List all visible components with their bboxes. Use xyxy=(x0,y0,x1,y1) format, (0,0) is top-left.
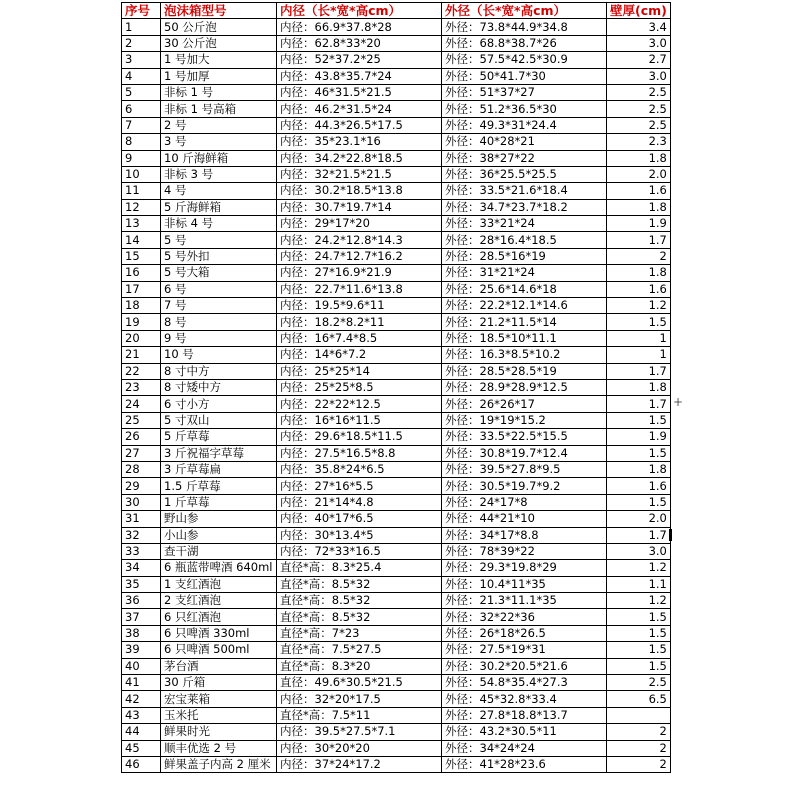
cell-model[interactable]: 非标 1 号 xyxy=(161,84,277,100)
cell-wall[interactable]: 1.8 xyxy=(607,150,671,166)
table-row xyxy=(122,625,671,641)
cell-inner[interactable]: 内径：46*31.5*21.5 xyxy=(277,84,442,100)
cell-outer[interactable]: 外径：30.2*20.5*21.6 xyxy=(442,658,607,674)
table-row xyxy=(122,281,671,297)
cell-inner[interactable]: 内径：46.2*31.5*24 xyxy=(277,101,442,117)
cell-wall[interactable]: 1.5 xyxy=(607,445,671,461)
cell-model[interactable]: 30 公斤泡 xyxy=(161,35,277,51)
cell-model[interactable]: 小山参 xyxy=(161,527,277,543)
cell-inner[interactable]: 内径：27*16.9*21.9 xyxy=(277,265,442,281)
table-row xyxy=(122,560,671,576)
cell-model[interactable]: 1.5 斤草莓 xyxy=(161,478,277,494)
cell-inner[interactable]: 内径：30*13.4*5 xyxy=(277,527,442,543)
cell-index[interactable]: 3 xyxy=(122,52,161,68)
cell-inner[interactable]: 内径：27*16*5.5 xyxy=(277,478,442,494)
cell-index[interactable]: 12 xyxy=(122,199,161,215)
cell-wall[interactable]: 1 xyxy=(607,347,671,363)
cell-model[interactable]: 6 只红酒泡 xyxy=(161,609,277,625)
table-row xyxy=(122,756,671,772)
cell-model[interactable]: 1 号加厚 xyxy=(161,68,277,84)
table-row xyxy=(122,84,671,100)
cell-inner[interactable]: 内径：14*6*7.2 xyxy=(277,347,442,363)
table-row xyxy=(122,330,671,346)
table-row xyxy=(122,248,671,264)
cell-wall[interactable]: 2.5 xyxy=(607,117,671,133)
cell-inner[interactable]: 内径：27.5*16.5*8.8 xyxy=(277,445,442,461)
cell-index[interactable]: 35 xyxy=(122,576,161,592)
cell-outer[interactable]: 外径：33.5*22.5*15.5 xyxy=(442,429,607,445)
cell-inner[interactable]: 内径：29*17*20 xyxy=(277,216,442,232)
cell-wall[interactable]: 2 xyxy=(607,724,671,740)
cell-model[interactable]: 野山参 xyxy=(161,511,277,527)
cell-wall[interactable]: 2.0 xyxy=(607,511,671,527)
table-row xyxy=(122,658,671,674)
table-row xyxy=(122,52,671,68)
table-row xyxy=(122,461,671,477)
table-row xyxy=(122,740,671,756)
cell-model[interactable]: 5 寸双山 xyxy=(161,412,277,428)
cell-outer[interactable]: 外径：34.7*23.7*18.2 xyxy=(442,199,607,215)
cell-index[interactable]: 38 xyxy=(122,625,161,641)
cell-wall[interactable]: 2.5 xyxy=(607,675,671,691)
cell-inner[interactable]: 内径：72*33*16.5 xyxy=(277,543,442,559)
cell-wall[interactable]: 2 xyxy=(607,756,671,772)
cell-wall[interactable]: 1.5 xyxy=(607,494,671,510)
cell-model[interactable]: 1 号加大 xyxy=(161,52,277,68)
cell-inner[interactable]: 直径*高：8.5*32 xyxy=(277,576,442,592)
cell-wall[interactable] xyxy=(607,707,671,723)
cell-outer[interactable]: 外径：41*28*23.6 xyxy=(442,756,607,772)
header-model[interactable]: 泡沫箱型号 xyxy=(161,3,277,19)
cell-wall[interactable]: 1.8 xyxy=(607,461,671,477)
table-row xyxy=(122,412,671,428)
table-row xyxy=(122,232,671,248)
cell-outer[interactable]: 外径：26*18*26.5 xyxy=(442,625,607,641)
cell-index[interactable]: 20 xyxy=(122,330,161,346)
cell-index[interactable]: 31 xyxy=(122,511,161,527)
cell-model[interactable]: 6 只啤酒 330ml xyxy=(161,625,277,641)
cell-model[interactable]: 6 寸小方 xyxy=(161,396,277,412)
cell-wall[interactable]: 1.6 xyxy=(607,281,671,297)
table-row xyxy=(122,543,671,559)
cell-model[interactable]: 10 斤海鲜箱 xyxy=(161,150,277,166)
cell-inner[interactable]: 内径：44.3*26.5*17.5 xyxy=(277,117,442,133)
cell-wall[interactable]: 1.9 xyxy=(607,429,671,445)
cell-inner[interactable]: 内径：16*16*11.5 xyxy=(277,412,442,428)
cell-outer[interactable]: 外径：57.5*42.5*30.9 xyxy=(442,52,607,68)
cell-inner[interactable]: 内径：32*20*17.5 xyxy=(277,691,442,707)
cell-inner[interactable]: 直径*高：8.5*32 xyxy=(277,609,442,625)
cell-index[interactable]: 17 xyxy=(122,281,161,297)
cell-inner[interactable]: 内径：24.7*12.7*16.2 xyxy=(277,248,442,264)
table-row xyxy=(122,101,671,117)
header-outer[interactable]: 外径（长*宽*高cm） xyxy=(442,3,607,19)
cell-model[interactable]: 50 公斤泡 xyxy=(161,19,277,35)
cell-model[interactable]: 5 斤海鲜箱 xyxy=(161,199,277,215)
cell-inner[interactable]: 内径：30*20*20 xyxy=(277,740,442,756)
table-row xyxy=(122,429,671,445)
cell-inner[interactable]: 内径：22.7*11.6*13.8 xyxy=(277,281,442,297)
cell-model[interactable]: 3 号 xyxy=(161,134,277,150)
table-row xyxy=(122,265,671,281)
table-row xyxy=(122,150,671,166)
resize-cursor-icon: + xyxy=(673,395,684,409)
cell-inner[interactable]: 直径：49.6*30.5*21.5 xyxy=(277,675,442,691)
cell-outer[interactable]: 外径：27.5*19*31 xyxy=(442,642,607,658)
table-row xyxy=(122,379,671,395)
cell-outer[interactable]: 外径：28*16.4*18.5 xyxy=(442,232,607,248)
cell-outer[interactable]: 外径：49.3*31*24.4 xyxy=(442,117,607,133)
cell-outer[interactable]: 外径：34*17*8.8 xyxy=(442,527,607,543)
cell-model[interactable]: 非标 3 号 xyxy=(161,166,277,182)
cell-outer[interactable]: 外径：38*27*22 xyxy=(442,150,607,166)
table-row xyxy=(122,494,671,510)
cell-outer[interactable]: 外径：24*17*8 xyxy=(442,494,607,510)
cell-outer[interactable]: 外径：21.2*11.5*14 xyxy=(442,314,607,330)
cell-inner[interactable]: 内径：22*22*12.5 xyxy=(277,396,442,412)
cell-inner[interactable]: 直径*高：7.5*27.5 xyxy=(277,642,442,658)
cell-wall[interactable]: 1.7 xyxy=(607,363,671,379)
cell-model[interactable]: 5 号外扣 xyxy=(161,248,277,264)
table-row xyxy=(122,609,671,625)
table-row xyxy=(122,216,671,232)
cell-wall[interactable]: 1.5 xyxy=(607,642,671,658)
cell-wall[interactable]: 1.2 xyxy=(607,560,671,576)
table-row xyxy=(122,199,671,215)
table-row xyxy=(122,117,671,133)
cell-inner[interactable]: 直径*高：8.3*25.4 xyxy=(277,560,442,576)
cell-model[interactable]: 5 号 xyxy=(161,232,277,248)
cell-inner[interactable]: 直径*高：8.5*32 xyxy=(277,593,442,609)
cell-wall[interactable]: 1.6 xyxy=(607,478,671,494)
cell-model[interactable]: 非标 1 号高箱 xyxy=(161,101,277,117)
cell-outer[interactable]: 外径：21.3*11.1*35 xyxy=(442,593,607,609)
table-row xyxy=(122,363,671,379)
cell-index[interactable]: 32 xyxy=(122,527,161,543)
table-row xyxy=(122,576,671,592)
cell-index[interactable]: 4 xyxy=(122,68,161,84)
cell-outer[interactable]: 外径：32*22*36 xyxy=(442,609,607,625)
cell-model[interactable]: 1 支红酒泡 xyxy=(161,576,277,592)
cell-inner[interactable]: 直径*高：7*23 xyxy=(277,625,442,641)
cell-wall[interactable]: 2.5 xyxy=(607,101,671,117)
cell-wall[interactable]: 1.5 xyxy=(607,314,671,330)
cell-wall[interactable]: 1.8 xyxy=(607,199,671,215)
table-row xyxy=(122,707,671,723)
cell-wall[interactable]: 1 xyxy=(607,330,671,346)
cell-wall[interactable]: 1.9 xyxy=(607,216,671,232)
cell-outer[interactable]: 外径：16.3*8.5*10.2 xyxy=(442,347,607,363)
cell-outer[interactable]: 外径：28.5*16*19 xyxy=(442,248,607,264)
cell-index[interactable]: 19 xyxy=(122,314,161,330)
cell-wall[interactable]: 2.3 xyxy=(607,134,671,150)
cell-model[interactable]: 3 斤祝福字草莓 xyxy=(161,445,277,461)
cell-model[interactable]: 4 号 xyxy=(161,183,277,199)
cell-wall[interactable]: 1.6 xyxy=(607,183,671,199)
table-row xyxy=(122,527,671,543)
cell-outer[interactable]: 外径：34*24*24 xyxy=(442,740,607,756)
cell-model[interactable]: 6 只啤酒 500ml xyxy=(161,642,277,658)
cell-model[interactable]: 鲜果盖子内高 2 厘米 xyxy=(161,756,277,772)
cell-outer[interactable]: 外径：43.2*30.5*11 xyxy=(442,724,607,740)
cell-model[interactable]: 9 号 xyxy=(161,330,277,346)
cell-wall[interactable]: 3.0 xyxy=(607,543,671,559)
foam-box-spec-table xyxy=(121,2,671,773)
table-row xyxy=(122,35,671,51)
cell-inner[interactable]: 内径：29.6*18.5*11.5 xyxy=(277,429,442,445)
cell-wall[interactable]: 2 xyxy=(607,248,671,264)
cell-inner[interactable]: 内径：25*25*8.5 xyxy=(277,379,442,395)
cell-model[interactable]: 玉米托 xyxy=(161,707,277,723)
table-row xyxy=(122,445,671,461)
cell-index[interactable]: 18 xyxy=(122,298,161,314)
cell-inner[interactable]: 内径：40*17*6.5 xyxy=(277,511,442,527)
cell-inner[interactable]: 内径：66.9*37.8*28 xyxy=(277,19,442,35)
cell-index[interactable]: 43 xyxy=(122,707,161,723)
cell-inner[interactable]: 内径：37*24*17.2 xyxy=(277,756,442,772)
cell-model[interactable]: 宏宝莱箱 xyxy=(161,691,277,707)
cell-outer[interactable]: 外径：10.4*11*35 xyxy=(442,576,607,592)
cell-wall[interactable]: 2 xyxy=(607,740,671,756)
table-row xyxy=(122,396,671,412)
cell-index[interactable]: 15 xyxy=(122,248,161,264)
cell-outer[interactable]: 外径：31*21*24 xyxy=(442,265,607,281)
table-row xyxy=(122,642,671,658)
cell-model[interactable]: 1 斤草莓 xyxy=(161,494,277,510)
cell-wall[interactable]: 1.2 xyxy=(607,593,671,609)
cell-index[interactable]: 6 xyxy=(122,101,161,117)
cell-model[interactable]: 6 瓶蓝带啤酒 640ml xyxy=(161,560,277,576)
cell-outer[interactable]: 外径：25.6*14.6*18 xyxy=(442,281,607,297)
cell-outer[interactable]: 外径：27.8*18.8*13.7 xyxy=(442,707,607,723)
cell-inner[interactable]: 内径：30.7*19.7*14 xyxy=(277,199,442,215)
cell-outer[interactable]: 外径：73.8*44.9*34.8 xyxy=(442,19,607,35)
header-index[interactable]: 序号 xyxy=(122,3,161,19)
cell-index[interactable]: 37 xyxy=(122,609,161,625)
cell-inner[interactable]: 内径：32*21.5*21.5 xyxy=(277,166,442,182)
cell-outer[interactable]: 外径：44*21*10 xyxy=(442,511,607,527)
cell-outer[interactable]: 外径：29.3*19.8*29 xyxy=(442,560,607,576)
table-body xyxy=(122,19,671,773)
cell-inner[interactable]: 内径：30.2*18.5*13.8 xyxy=(277,183,442,199)
cell-outer[interactable]: 外径：28.9*28.9*12.5 xyxy=(442,379,607,395)
table-row xyxy=(122,166,671,182)
cell-index[interactable]: 29 xyxy=(122,478,161,494)
cell-index[interactable]: 41 xyxy=(122,675,161,691)
cell-model[interactable]: 3 斤草莓扁 xyxy=(161,461,277,477)
table-row xyxy=(122,347,671,363)
header-inner[interactable]: 内径（长*宽*高cm） xyxy=(277,3,442,19)
cell-index[interactable]: 40 xyxy=(122,658,161,674)
cell-inner[interactable]: 内径：35*23.1*16 xyxy=(277,134,442,150)
header-wall[interactable]: 壁厚(cm) xyxy=(607,3,671,19)
cell-outer[interactable]: 外径：50*41.7*30 xyxy=(442,68,607,84)
cell-inner[interactable]: 内径：18.2*8.2*11 xyxy=(277,314,442,330)
cell-index[interactable]: 44 xyxy=(122,724,161,740)
cell-index[interactable]: 22 xyxy=(122,363,161,379)
cell-cursor-mark xyxy=(669,529,672,541)
header-row xyxy=(122,3,671,19)
cell-model[interactable]: 10 号 xyxy=(161,347,277,363)
table-row xyxy=(122,691,671,707)
cell-inner[interactable]: 内径：34.2*22.8*18.5 xyxy=(277,150,442,166)
cell-index[interactable]: 5 xyxy=(122,84,161,100)
cell-index[interactable]: 21 xyxy=(122,347,161,363)
cell-model[interactable]: 2 号 xyxy=(161,117,277,133)
cell-index[interactable]: 11 xyxy=(122,183,161,199)
cell-outer[interactable]: 外径：51.2*36.5*30 xyxy=(442,101,607,117)
cell-index[interactable]: 25 xyxy=(122,412,161,428)
cell-outer[interactable]: 外径：28.5*28.5*19 xyxy=(442,363,607,379)
cell-wall[interactable]: 1.5 xyxy=(607,625,671,641)
cell-outer[interactable]: 外径：78*39*22 xyxy=(442,543,607,559)
cell-outer[interactable]: 外径：39.5*27.8*9.5 xyxy=(442,461,607,477)
table-row xyxy=(122,511,671,527)
cell-inner[interactable]: 内径：19.5*9.6*11 xyxy=(277,298,442,314)
cell-outer[interactable]: 外径：30.8*19.7*12.4 xyxy=(442,445,607,461)
cell-wall[interactable]: 1.7 xyxy=(607,232,671,248)
cell-wall[interactable]: 3.0 xyxy=(607,35,671,51)
cell-outer[interactable]: 外径：33*21*24 xyxy=(442,216,607,232)
cell-model[interactable]: 5 斤草莓 xyxy=(161,429,277,445)
cell-model[interactable]: 8 寸中方 xyxy=(161,363,277,379)
cell-wall[interactable]: 6.5 xyxy=(607,691,671,707)
table-row xyxy=(122,134,671,150)
cell-model[interactable]: 查干湖 xyxy=(161,543,277,559)
cell-index[interactable]: 46 xyxy=(122,756,161,772)
cell-model[interactable]: 茅台酒 xyxy=(161,658,277,674)
cell-outer[interactable]: 外径：68.8*38.7*26 xyxy=(442,35,607,51)
cell-outer[interactable]: 外径：45*32.8*33.4 xyxy=(442,691,607,707)
cell-wall[interactable]: 1.7 xyxy=(607,527,671,543)
cell-wall[interactable]: 1.5 xyxy=(607,658,671,674)
table-row xyxy=(122,593,671,609)
cell-inner[interactable]: 内径：62.8*33*20 xyxy=(277,35,442,51)
cell-wall[interactable]: 2.0 xyxy=(607,166,671,182)
cell-model[interactable]: 7 号 xyxy=(161,298,277,314)
cell-wall[interactable]: 1.8 xyxy=(607,379,671,395)
cell-outer[interactable]: 外径：51*37*27 xyxy=(442,84,607,100)
cell-inner[interactable]: 内径：43.8*35.7*24 xyxy=(277,68,442,84)
cell-index[interactable]: 45 xyxy=(122,740,161,756)
cell-index[interactable]: 13 xyxy=(122,216,161,232)
cell-index[interactable]: 1 xyxy=(122,19,161,35)
cell-wall[interactable]: 3.4 xyxy=(607,19,671,35)
cell-index[interactable]: 26 xyxy=(122,429,161,445)
cell-index[interactable]: 28 xyxy=(122,461,161,477)
cell-outer[interactable]: 外径：19*19*15.2 xyxy=(442,412,607,428)
table-row xyxy=(122,314,671,330)
cell-index[interactable]: 24 xyxy=(122,396,161,412)
cell-outer[interactable]: 外径：22.2*12.1*14.6 xyxy=(442,298,607,314)
cell-wall[interactable]: 2.7 xyxy=(607,52,671,68)
table-row xyxy=(122,19,671,35)
cell-outer[interactable]: 外径：30.5*19.7*9.2 xyxy=(442,478,607,494)
cell-index[interactable]: 33 xyxy=(122,543,161,559)
cell-model[interactable]: 30 斤箱 xyxy=(161,675,277,691)
cell-outer[interactable]: 外径：18.5*10*11.1 xyxy=(442,330,607,346)
cell-model[interactable]: 6 号 xyxy=(161,281,277,297)
cell-inner[interactable]: 内径：25*25*14 xyxy=(277,363,442,379)
cell-index[interactable]: 39 xyxy=(122,642,161,658)
table-row xyxy=(122,478,671,494)
cell-wall[interactable]: 1.5 xyxy=(607,412,671,428)
table-row xyxy=(122,675,671,691)
cell-wall[interactable]: 1.1 xyxy=(607,576,671,592)
cell-outer[interactable]: 外径：33.5*21.6*18.4 xyxy=(442,183,607,199)
cell-inner[interactable]: 直径*高：8.3*20 xyxy=(277,658,442,674)
cell-model[interactable]: 5 号大箱 xyxy=(161,265,277,281)
cell-wall[interactable]: 1.7 xyxy=(607,396,671,412)
cell-index[interactable]: 2 xyxy=(122,35,161,51)
cell-index[interactable]: 10 xyxy=(122,166,161,182)
cell-outer[interactable]: 外径：36*25.5*25.5 xyxy=(442,166,607,182)
cell-outer[interactable]: 外径：54.8*35.4*27.3 xyxy=(442,675,607,691)
cell-wall[interactable]: 1.5 xyxy=(607,609,671,625)
cell-model[interactable]: 2 支红酒泡 xyxy=(161,593,277,609)
cell-index[interactable]: 27 xyxy=(122,445,161,461)
cell-index[interactable]: 30 xyxy=(122,494,161,510)
cell-inner[interactable]: 内径：52*37.2*25 xyxy=(277,52,442,68)
cell-index[interactable]: 36 xyxy=(122,593,161,609)
cell-model[interactable]: 8 号 xyxy=(161,314,277,330)
cell-index[interactable]: 8 xyxy=(122,134,161,150)
cell-inner[interactable]: 内径：16*7.4*8.5 xyxy=(277,330,442,346)
cell-wall[interactable]: 1.8 xyxy=(607,265,671,281)
table-row xyxy=(122,298,671,314)
cell-index[interactable]: 7 xyxy=(122,117,161,133)
cell-wall[interactable]: 2.5 xyxy=(607,84,671,100)
table-row xyxy=(122,68,671,84)
cell-index[interactable]: 34 xyxy=(122,560,161,576)
cell-inner[interactable]: 内径：21*14*4.8 xyxy=(277,494,442,510)
cell-wall[interactable]: 3.0 xyxy=(607,68,671,84)
cell-outer[interactable]: 外径：26*26*17 xyxy=(442,396,607,412)
cell-model[interactable]: 顺丰优选 2 号 xyxy=(161,740,277,756)
cell-inner[interactable]: 内径：24.2*12.8*14.3 xyxy=(277,232,442,248)
cell-wall[interactable]: 1.2 xyxy=(607,298,671,314)
cell-outer[interactable]: 外径：40*28*21 xyxy=(442,134,607,150)
cell-index[interactable]: 9 xyxy=(122,150,161,166)
table-row xyxy=(122,183,671,199)
table-row xyxy=(122,724,671,740)
cell-index[interactable]: 23 xyxy=(122,379,161,395)
cell-inner[interactable]: 内径：35.8*24*6.5 xyxy=(277,461,442,477)
cell-index[interactable]: 14 xyxy=(122,232,161,248)
cell-inner[interactable]: 直径*高：7.5*11 xyxy=(277,707,442,723)
cell-inner[interactable]: 内径：39.5*27.5*7.1 xyxy=(277,724,442,740)
cell-index[interactable]: 42 xyxy=(122,691,161,707)
cell-model[interactable]: 非标 4 号 xyxy=(161,216,277,232)
cell-index[interactable]: 16 xyxy=(122,265,161,281)
cell-model[interactable]: 8 寸矮中方 xyxy=(161,379,277,395)
cell-model[interactable]: 鲜果时光 xyxy=(161,724,277,740)
